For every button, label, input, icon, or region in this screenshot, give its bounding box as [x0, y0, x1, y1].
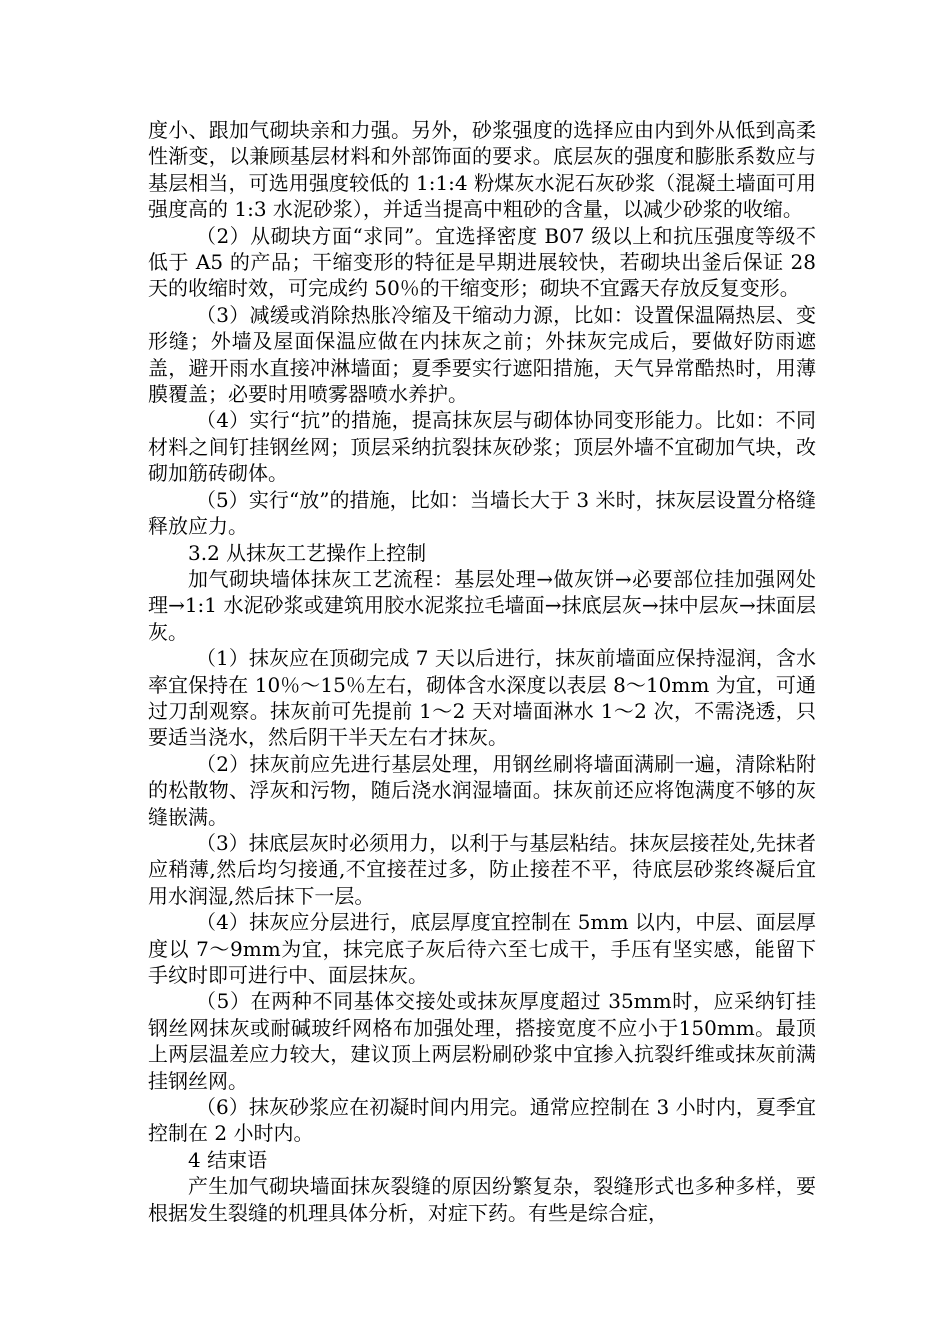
paragraph-conclusion: 产生加气砌块墙面抹灰裂缝的原因纷繁复杂，裂缝形式也多种多样，要根据发生裂缝的机理具体分析，对症下药。有些是综合症， [148, 1174, 816, 1225]
section-heading-4: 4 结束语 [188, 1147, 268, 1172]
section-heading-3-2: 3.2 从抹灰工艺操作上控制 [188, 540, 427, 565]
paragraph-step-4: （4）抹灰应分层进行，底层厚度宜控制在 5mm 以内，中层、面层厚度以 7～9mm为宜，抹完底子灰后待六至七成干，手压有坚实感，能留下手纹时即可进行中、面层抹灰。 [148, 910, 816, 987]
paragraph-step-5: （5）在两种不同基体交接处或抹灰厚度超过 35mm时，应采纳钉挂钢丝网抹灰或耐碱玻纤网格布加强处理，搭接宽度不应小于150mm。最顶上两层温差应力较大，建议顶上两层粉刷砂浆中宜掺入抗裂纤维或抹灰前满挂钢丝网。 [148, 989, 816, 1093]
paragraph-item-5: （5）实行“放”的措施，比如：当墙长大于 3 米时，抹灰层设置分格缝释放应力。 [148, 487, 816, 539]
paragraph-process-flow: 加气砌块墙体抹灰工艺流程：基层处理→做灰饼→必要部位挂加强网处理→1:1 水泥砂浆或建筑用胶水泥浆拉毛墙面→抹底层灰→抹中层灰→抹面层灰。 [148, 566, 816, 644]
paragraph-step-2: （2）抹灰前应先进行基层处理，用钢丝刷将墙面满刷一遍，清除粘附的松散物、浮灰和污物，随后浇水润湿墙面。抹灰前还应将饱满度不够的灰缝嵌满。 [148, 751, 816, 829]
paragraph-item-4: （4）实行“抗”的措施，提高抹灰层与砌体协同变形能力。比如：不同材料之间钉挂钢丝网；顶层采纳抗裂抹灰砂浆；顶层外墙不宜砌加气块，改砌加筋砖砌体。 [148, 408, 816, 486]
paragraph-continuation: 度小、跟加气砌块亲和力强。另外，砂浆强度的选择应由内到外从低到高柔性渐变，以兼顾基层材料和外部饰面的要求。底层灰的强度和膨胀系数应与基层相当，可选用强度较低的 1:1:4 粉煤灰水泥石灰砂浆（混凝土墙面可用强度高的 1:3 水泥砂浆），并适当提高中粗砂的含量，以减少砂浆的收缩。 [148, 118, 816, 222]
body-text [148, 117, 816, 1226]
paragraph-step-1: （1）抹灰应在顶砌完成 7 天以后进行，抹灰前墙面应保持湿润，含水率宜保持在 10％～15％左右，砌体含水深度以表层 8～10mm 为宜，可通过刀刮观察。抹灰前可先提前 1～2 天对墙面淋水 1～2 次，不需浇透，只要适当浇水，然后阴干半天左右才抹灰。 [148, 646, 816, 750]
paragraph-item-2: （2）从砌块方面“求同”。宜选择密度 B07 级以上和抗压强度等级不低于 A5 的产品；干缩变形的特征是早期进展较快，若砌块出釜后保证 28 天的收缩时效，可完成约 50％的干缩变形；砌块不宜露天存放反复变形。 [148, 223, 816, 301]
paragraph-item-3: （3）减缓或消除热胀冷缩及干缩动力源，比如：设置保温隔热层、变形缝；外墙及屋面保温应做在内抹灰之前；外抹灰完成后，要做好防雨遮盖，避开雨水直接冲淋墙面；夏季要实行遮阳措施，天气异常酷热时，用薄膜覆盖；必要时用喷雾器喷水养护。 [148, 302, 816, 407]
paragraph-step-6: （6）抹灰砂浆应在初凝时间内用完。通常应控制在 3 小时内，夏季宜控制在 2 小时内。 [148, 1095, 816, 1146]
paragraph-step-3: （3）抹底层灰时必须用力，以利于与基层粘结。抹灰层接茬处,先抹者应稍薄,然后均匀接通,不宜接茬过多，防止接茬不平，待底层砂浆终凝后宜用水润湿,然后抹下一层。 [148, 830, 816, 908]
